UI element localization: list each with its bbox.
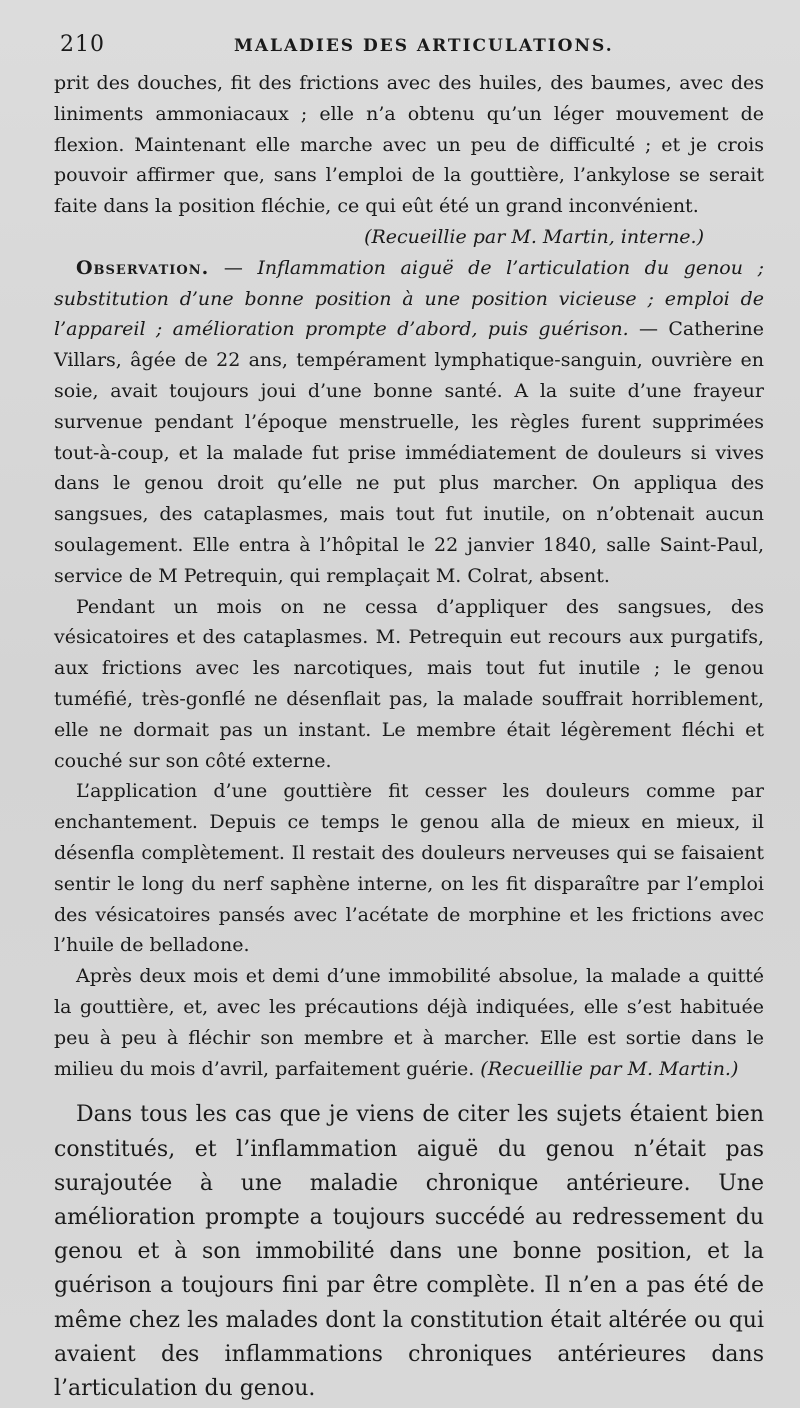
- body-text: [54, 68, 764, 1084]
- observation-dash: —: [209, 256, 258, 279]
- paragraph-treatment: Pendant un mois on ne cessa d’appliquer des sangsues, des vésicatoires et des cataplasmes. M. Petrequin eut recours aux purgatifs, aux frictions avec les narcotiques, mais tout fut inutile ; le genou tuméfié, très-gonflé ne désenflait pas, la malade souffrait horriblement, elle ne dormait pas un instant. Le membre était légèrement fléchi et couché sur son côté externe.: [54, 595, 764, 772]
- paragraph-conclusion: Dans tous les cas que je viens de citer les sujets étaient bien constitués, et l’inflammation aiguë du genou n’était pas surajoutée à une maladie chronique antérieure. Une amélioration prompte a toujours succédé au redressement du genou et à son immobilité dans une bonne position, et la guérison a toujours fini par être complète. Il n’en a pas été de même chez les malades dont la constitution était altérée ou qui avaient des inflammations chroniques antérieures dans l’articulation du genou.: [54, 1102, 764, 1401]
- paragraph-continuation: prit des douches, fit des frictions avec des huiles, des baumes, avec des liniments ammoniacaux ; elle n’a obtenu qu’un léger mouvement de flexion. Maintenant elle marche avec un peu de difficulté ; et je crois pouvoir affirmer que, sans l’emploi de la gouttière, l’ankylose se serait faite dans la position fléchie, ce qui eût été un grand inconvénient.: [54, 72, 764, 218]
- credit-line: (Recueillie par M. Martin, interne.): [364, 225, 704, 248]
- recovery-credit: (Recueillie par M. Martin.): [480, 1057, 739, 1080]
- observation-title: Inflammation aiguë de l’articulation du genou ; substitution d’une bonne position à une position vicieuse ; emploi de l’appareil ; amélioration prompte d’abord, puis guérison.: [54, 256, 764, 341]
- page-number: 210: [60, 32, 105, 57]
- running-title: MALADIES DES ARTICULATIONS.: [234, 36, 614, 56]
- paragraph-gouttiere: L’application d’une gouttière fit cesser les douleurs comme par enchantement. Depuis ce temps le genou alla de mieux en mieux, il désenfla complètement. Il restait des douleurs nerveuses qui se faisaient sentir le long du nerf saphène interne, on les fit disparaître par l’emploi des vésicatoires pansés avec l’acétate de morphine et les frictions avec l’huile de belladone.: [54, 780, 764, 957]
- observation-body: — Catherine Villars, âgée de 22 ans, tempérament lymphatique-sanguin, ouvrière en soie, avait toujours joui d’une bonne santé. A la suite d’une frayeur survenue pendant l’époque menstruelle, les règles furent supprimées tout-à-coup, et la malade fut prise immédiatement de douleurs si vives dans le genou droit qu’elle ne put plus marcher. On appliqua des sangsues, des cataplasmes, mais tout fut inutile, on n’obtenait aucun soulagement. Elle entra à l’hôpital le 22 janvier 1840, salle Saint-Paul, service de M Petrequin, qui remplaçait M. Colrat, absent.: [54, 318, 764, 587]
- paragraph-recovery: [54, 961, 764, 1084]
- recovery-text: Après deux mois et demi d’une immobilité absolue, la malade a quitté la gouttière, et, avec les précautions déjà indiquées, elle s’est habituée peu à peu à fléchir son membre et à marcher. Elle est sortie dans le milieu du mois d’avril, parfaitement guérie.: [54, 965, 764, 1080]
- running-head: [54, 28, 764, 68]
- observation-label: Observation.: [76, 256, 210, 279]
- observation-paragraph: [54, 253, 764, 592]
